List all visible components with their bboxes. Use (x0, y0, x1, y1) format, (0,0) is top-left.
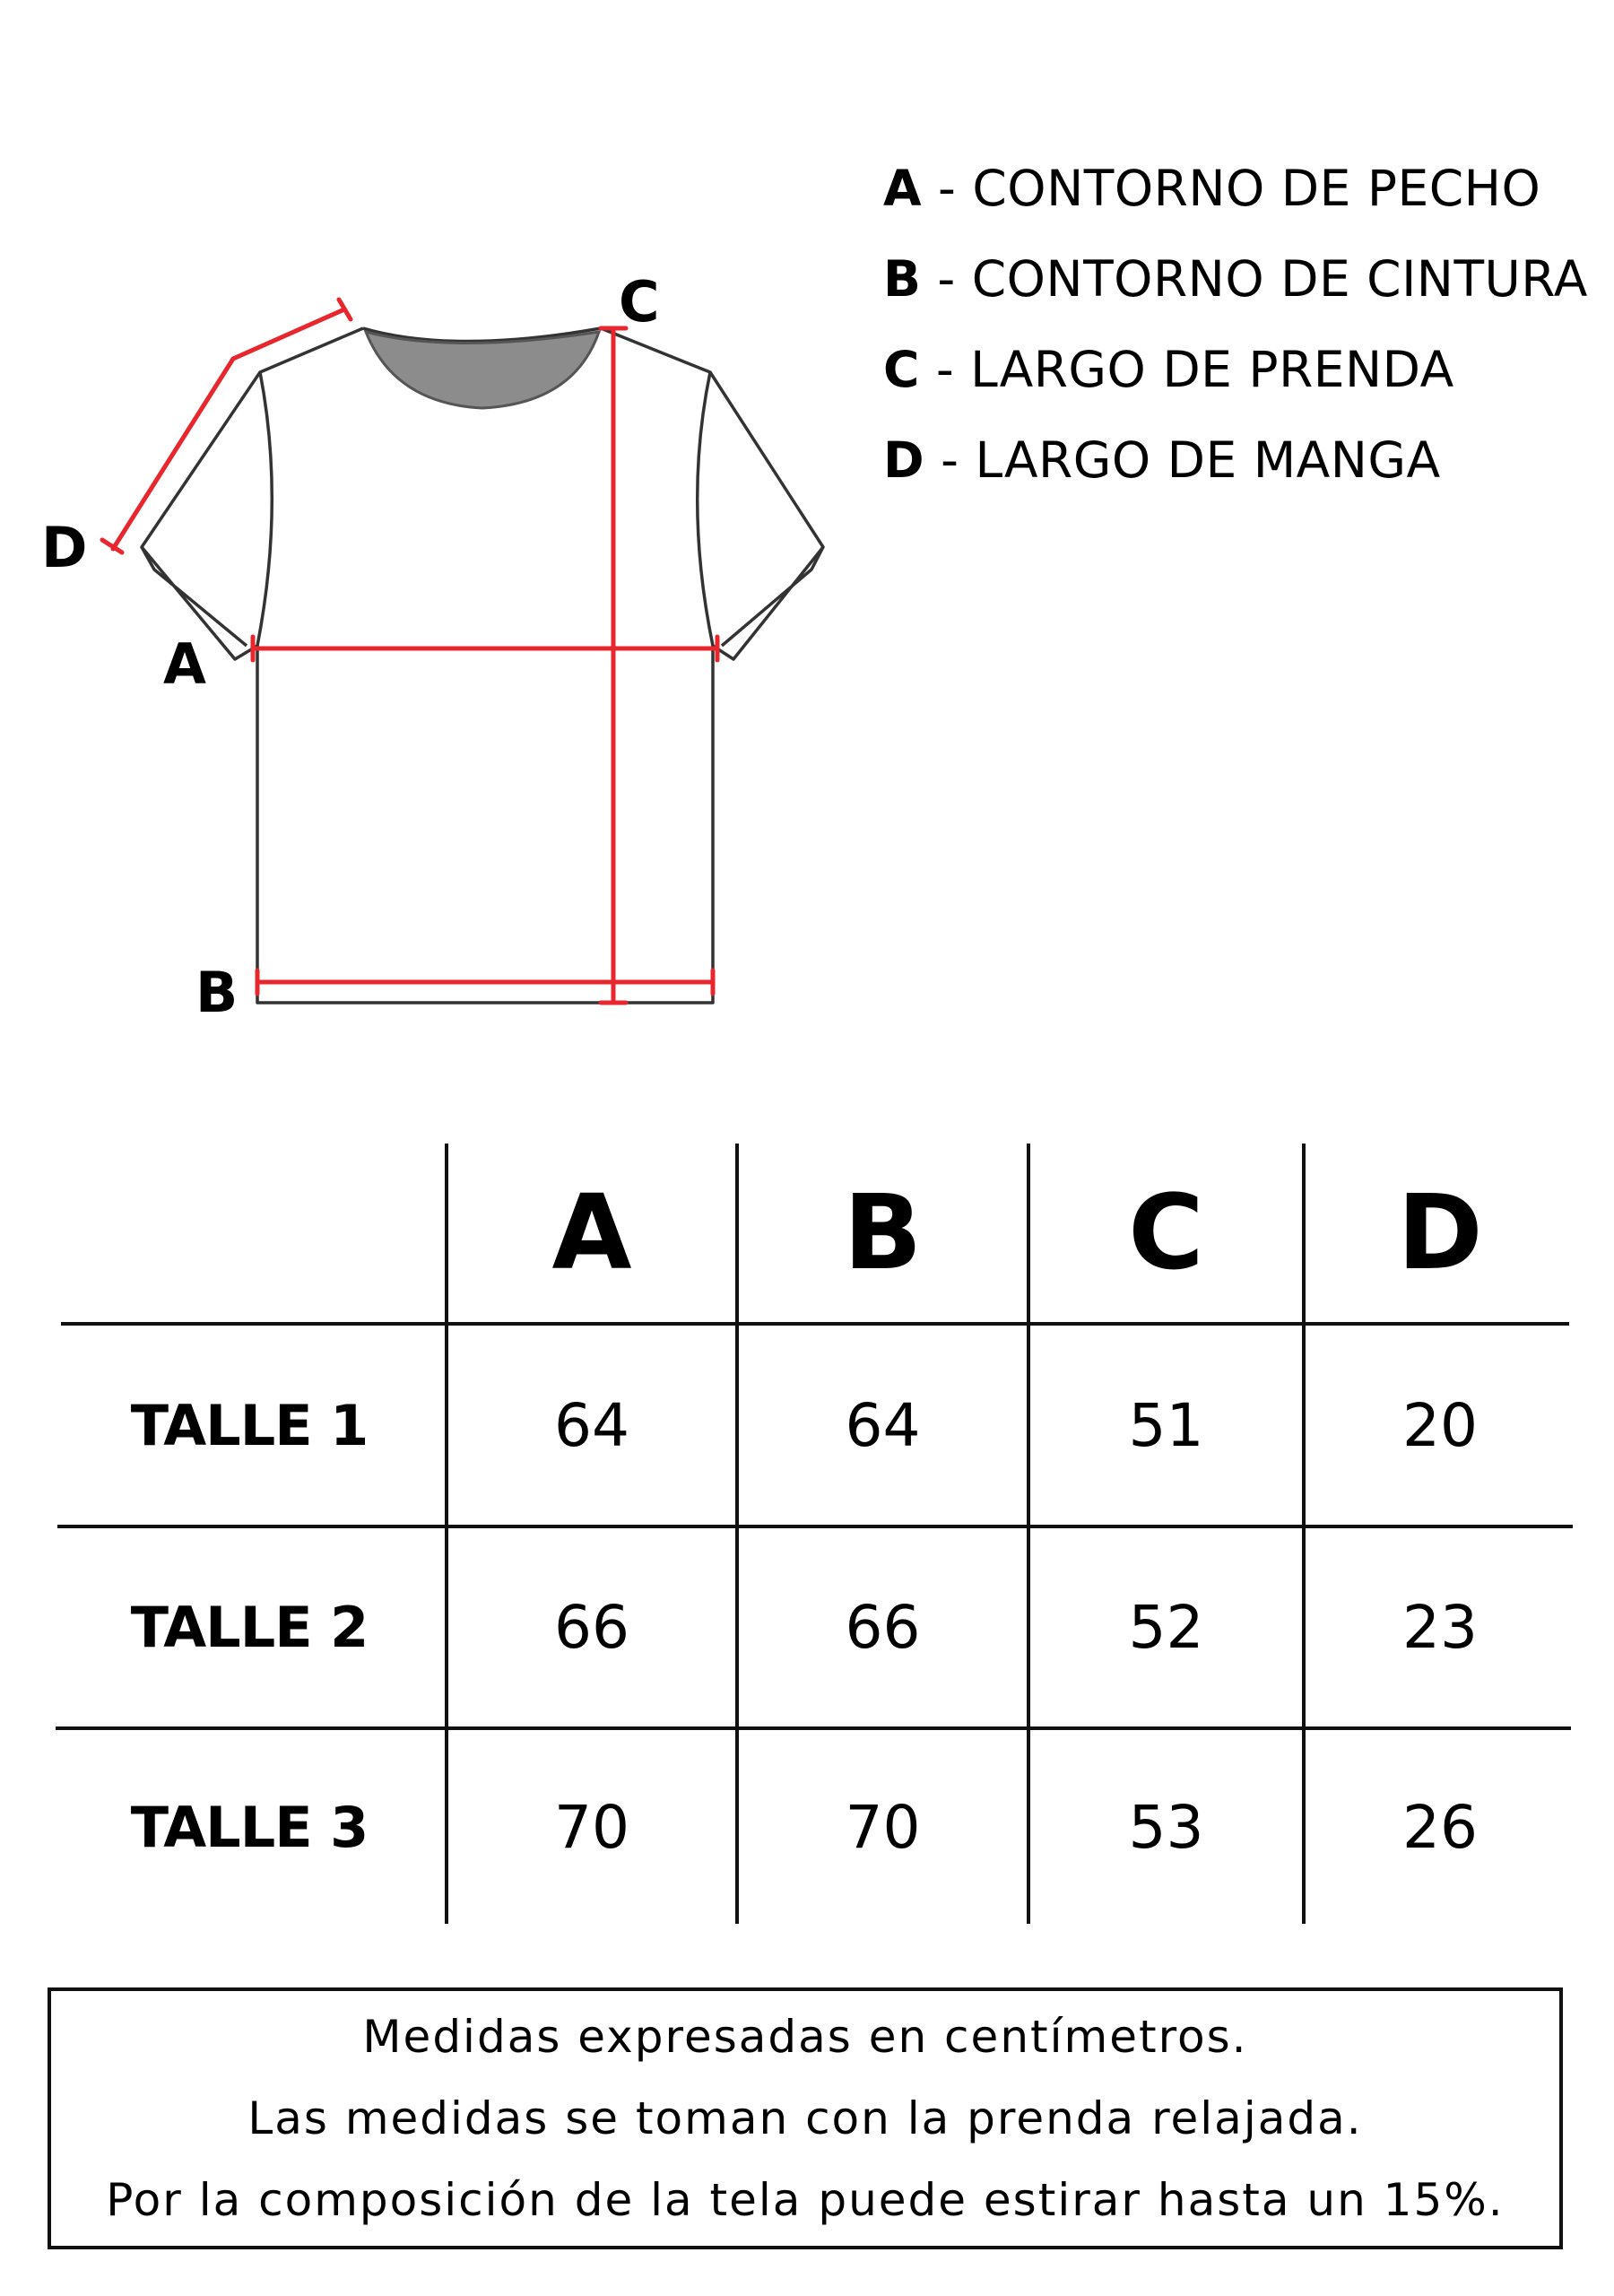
legend-text: - CONTORNO DE CINTURA (921, 250, 1588, 308)
legend-text: - LARGO DE PRENDA (919, 341, 1454, 398)
table-cell: 70 (845, 1792, 921, 1862)
legend-text: - CONTORNO DE PECHO (922, 160, 1541, 217)
table-cell: 51 (1128, 1390, 1204, 1460)
label-b: B (195, 960, 239, 1025)
legend-key: C (883, 341, 920, 398)
table-cell: 64 (845, 1390, 921, 1460)
label-a: A (163, 631, 206, 697)
table-cell: 70 (554, 1792, 629, 1862)
table-cell: 53 (1128, 1792, 1204, 1862)
legend-key: D (883, 431, 925, 489)
table-cell: 20 (1402, 1390, 1478, 1460)
notes-box (48, 1987, 1563, 2249)
table-cell: 64 (554, 1390, 629, 1460)
table-cell: 66 (554, 1593, 629, 1662)
table-cell: 26 (1402, 1792, 1478, 1862)
legend-text: - LARGO DE MANGA (924, 431, 1441, 489)
table-cell: 66 (845, 1593, 921, 1662)
table-cell: 23 (1402, 1593, 1478, 1662)
note-units: Medidas expresadas en centímetros. (362, 2011, 1248, 2064)
label-d: D (41, 515, 88, 580)
legend-key: A (883, 160, 923, 217)
column-header-d: D (1397, 1173, 1483, 1293)
legend-key: B (883, 250, 922, 308)
note-stretch: Por la composición de la tela puede estirar hasta un 15%. (106, 2173, 1505, 2226)
label-c: C (619, 269, 660, 335)
note-relaxed: Las medidas se toman con la prenda relajada. (247, 2092, 1363, 2144)
column-header-b: B (843, 1173, 923, 1293)
column-header-a: A (551, 1173, 632, 1293)
row-header: TALLE 1 (130, 1392, 369, 1458)
row-header: TALLE 3 (130, 1794, 369, 1860)
column-header-c: C (1128, 1173, 1204, 1293)
row-header: TALLE 2 (130, 1595, 369, 1660)
table-cell: 52 (1128, 1593, 1204, 1662)
